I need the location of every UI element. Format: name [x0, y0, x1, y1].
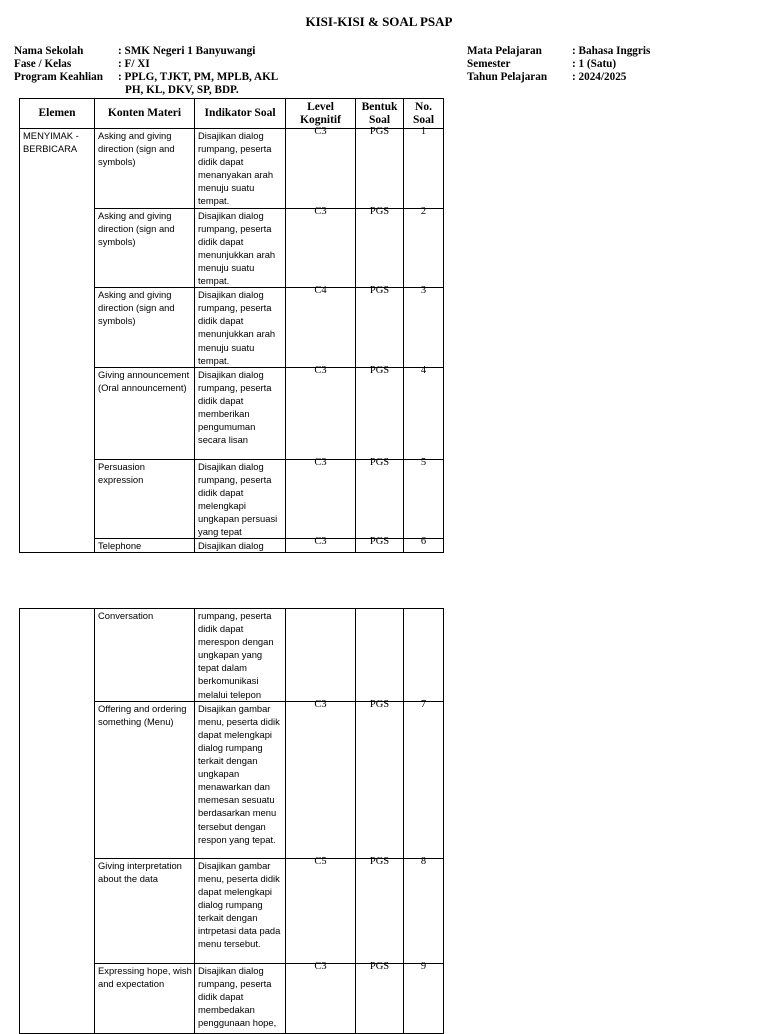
table-row: [20, 129, 444, 209]
nomor-value: 6: [420, 536, 427, 548]
level-cell: [286, 536, 356, 553]
header-no-soal: No. Soal: [404, 99, 444, 129]
bentuk-value: PGS: [369, 698, 390, 710]
konten-cell: Asking and giving direction (sign and symbols): [95, 208, 195, 288]
nomor-cell: [404, 960, 444, 1033]
info-label: Nama Sekolah: [14, 45, 84, 57]
header-bentuk-soal: Bentuk Soal: [356, 99, 404, 129]
info-value: : Bahasa Inggris: [572, 45, 651, 57]
bentuk-value: PGS: [369, 855, 390, 867]
bentuk-value: PGS: [369, 960, 390, 972]
bentuk-value: PGS: [369, 364, 390, 376]
bentuk-value: PGS: [369, 536, 390, 548]
level-cell: [286, 609, 356, 702]
level-value: C5: [314, 855, 327, 867]
info-label: Tahun Pelajaran: [467, 71, 548, 83]
indikator-cell: Disajikan dialog rumpang, peserta didik dapat membedakan penggunaan hope,: [195, 963, 286, 1033]
table-header-row: [20, 99, 444, 129]
level-cell: [286, 698, 356, 858]
bentuk-cell: [356, 960, 404, 1033]
indikator-cell: Disajikan gambar menu, peserta didik dapat melengkapi dialog rumpang terkait dengan intrpetasi data pada menu tersebut.: [195, 858, 286, 963]
level-cell: [286, 456, 356, 539]
nomor-value: 4: [420, 364, 427, 376]
konten-cell: Conversation: [95, 609, 195, 702]
level-value: C3: [314, 126, 327, 137]
indikator-cell: Disajikan dialog rumpang, peserta didik dapat memberikan pengumuman secara lisan: [195, 367, 286, 459]
konten-cell: Offering and ordering something (Menu): [95, 701, 195, 858]
info-label: Semester: [467, 58, 511, 70]
level-cell: [286, 855, 356, 963]
nomor-cell: [404, 456, 444, 539]
konten-cell: Persuasion expression: [95, 459, 195, 539]
header-indikator-soal: Indikator Soal: [195, 99, 286, 129]
nomor-value: 1: [420, 126, 427, 137]
indikator-cell: Disajikan dialog rumpang, peserta didik dapat menunjukkan arah menuju suatu tempat.: [195, 288, 286, 368]
elemen-cell: MENYIMAK - BERBICARA: [20, 129, 95, 553]
nomor-value: 3: [420, 285, 427, 297]
konten-cell: Giving announcement (Oral announcement): [95, 367, 195, 459]
bentuk-cell: [356, 536, 404, 553]
indikator-cell: Disajikan gambar menu, peserta didik dapat melengkapi dialog rumpang terkait dengan ungkapan menawarkan dan memesan sesuatu berdasarkan menu tersebut dengan respon yang tepat.: [195, 701, 286, 858]
level-value: C3: [314, 205, 327, 217]
indikator-cell: Disajikan dialog rumpang, peserta didik dapat menunjukkan arah menuju suatu tempat.: [195, 208, 286, 288]
nomor-cell: [404, 285, 444, 368]
bentuk-value: PGS: [369, 126, 390, 137]
level-value: C4: [314, 285, 327, 297]
bentuk-cell: [356, 855, 404, 963]
bentuk-cell: [356, 364, 404, 459]
level-value: C3: [314, 960, 327, 972]
level-value: C3: [314, 364, 327, 376]
kisi-kisi-table-page2: [19, 608, 444, 1034]
konten-cell: Telephone: [95, 539, 195, 553]
elemen-cell: [20, 609, 95, 1034]
level-cell: [286, 126, 356, 209]
bentuk-cell: [356, 205, 404, 288]
info-value: : 2024/2025: [572, 71, 627, 83]
nomor-value: 7: [420, 698, 427, 710]
bentuk-cell: [356, 456, 404, 539]
nomor-cell: [404, 536, 444, 553]
level-cell: [286, 364, 356, 459]
level-value: C3: [314, 698, 327, 710]
nomor-value: 8: [420, 855, 427, 867]
nomor-cell: [404, 609, 444, 702]
info-label: [14, 84, 125, 97]
level-value: C3: [314, 456, 327, 468]
level-cell: [286, 285, 356, 368]
nomor-cell: [404, 855, 444, 963]
bentuk-cell: [356, 609, 404, 702]
header-elemen: Elemen: [20, 99, 95, 129]
level-cell: [286, 960, 356, 1033]
nomor-cell: [404, 698, 444, 858]
indikator-cell: Disajikan dialog rumpang, peserta didik dapat melengkapi ungkapan persuasi yang tepat: [195, 459, 286, 539]
konten-cell: Giving interpretation about the data: [95, 858, 195, 963]
info-value: : 1 (Satu): [572, 58, 617, 70]
indikator-cell: Disajikan dialog: [195, 539, 286, 553]
bentuk-value: PGS: [369, 285, 390, 297]
nomor-value: 5: [420, 456, 427, 468]
school-info: [14, 45, 278, 97]
info-value: : PPLG, TJKT, PM, MPLB, AKL: [118, 71, 279, 83]
header-level-kognitif: Level Kognitif: [286, 99, 356, 129]
subject-info: [467, 45, 650, 84]
konten-cell: Asking and giving direction (sign and symbols): [95, 129, 195, 209]
page-title: KISI-KISI & SOAL PSAP: [305, 14, 453, 29]
header-konten-materi: Konten Materi: [95, 99, 195, 129]
level-cell: [286, 205, 356, 288]
indikator-cell: Disajikan dialog rumpang, peserta didik dapat menanyakan arah menuju suatu tempat.: [195, 129, 286, 209]
info-value: PH, KL, DKV, SP, BDP.: [125, 84, 239, 96]
nomor-cell: [404, 364, 444, 459]
konten-cell: Asking and giving direction (sign and symbols): [95, 288, 195, 368]
kisi-kisi-table-page1: [19, 98, 444, 553]
info-label: Fase / Kelas: [14, 58, 72, 70]
info-value: : SMK Negeri 1 Banyuwangi: [118, 45, 256, 57]
info-label: Program Keahlian: [14, 71, 103, 83]
konten-cell: Expressing hope, wish and expectation: [95, 963, 195, 1033]
nomor-cell: [404, 126, 444, 209]
bentuk-value: PGS: [369, 456, 390, 468]
indikator-cell: rumpang, peserta didik dapat merespon dengan ungkapan yang tepat dalam berkomunikasi melalui telepon: [195, 609, 286, 702]
bentuk-cell: [356, 285, 404, 368]
nomor-cell: [404, 205, 444, 288]
bentuk-cell: [356, 126, 404, 209]
info-value: : F/ XI: [118, 58, 150, 70]
bentuk-cell: [356, 698, 404, 858]
table-row: [20, 609, 444, 702]
level-value: C3: [314, 536, 327, 548]
nomor-value: 9: [420, 960, 427, 972]
info-label: Mata Pelajaran: [467, 45, 542, 57]
bentuk-value: PGS: [369, 205, 390, 217]
nomor-value: 2: [420, 205, 427, 217]
